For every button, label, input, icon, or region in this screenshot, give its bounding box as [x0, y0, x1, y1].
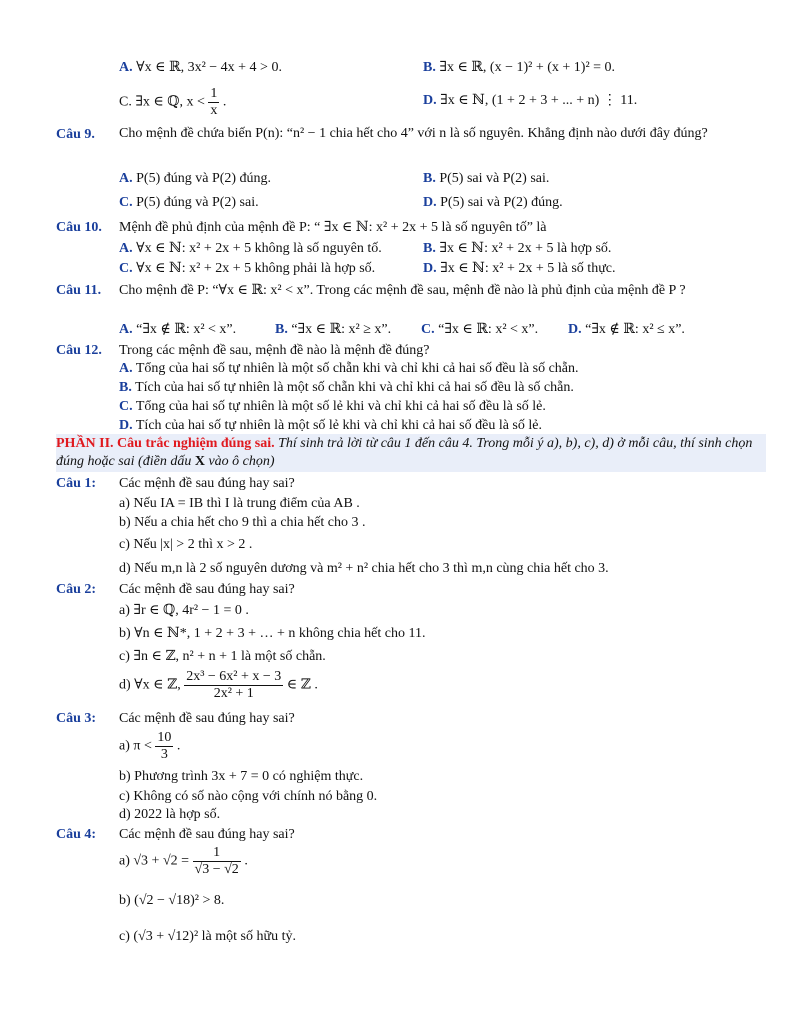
fraction-denominator: 3 [160, 747, 168, 762]
fraction-numerator: 1 [210, 86, 218, 101]
p1-number: Câu 1: [56, 476, 97, 491]
option-letter: B. [275, 322, 288, 337]
fraction-numerator: 10 [157, 730, 172, 745]
q11-option-b: B. “∃x ∈ ℝ: x² ≥ x”. [275, 322, 392, 337]
q10-option-c: C. ∀x ∈ ℕ: x² + 2x + 5 không phải là hợp số. [119, 261, 376, 276]
q12-number: Câu 12. [56, 343, 102, 358]
section-2-header [56, 435, 766, 471]
q11-option-a: A. “∃x ∉ ℝ: x² < x”. [119, 322, 237, 337]
section-2-title: PHẦN II. Câu trắc nghiệm đúng sai. [56, 436, 275, 451]
option-letter: D. [568, 322, 582, 337]
p4-item-a [119, 845, 248, 878]
q12-option-d: D. Tích của hai số tự nhiên là một số lẻ khi và chỉ khi cả hai số đều là số lẻ. [119, 418, 542, 433]
option-letter: D. [423, 195, 437, 210]
option-letter: C. [421, 322, 435, 337]
q10-number: Câu 10. [56, 220, 102, 235]
p2-item-c: c) ∃n ∈ ℤ, n² + n + 1 là một số chẵn. [119, 649, 326, 664]
option-letter: C. [119, 195, 133, 210]
q10-option-d: D. ∃x ∈ ℕ: x² + 2x + 5 là số thực. [423, 261, 616, 276]
q12-option-c: C. Tổng của hai số tự nhiên là một số lẻ khi và chỉ khi cả hai số đều là số lẻ. [119, 399, 546, 414]
option-letter: C. [119, 261, 133, 276]
option-letter: D. [423, 261, 437, 276]
q8-option-b: B. ∃x ∈ ℝ, (x − 1)² + (x + 1)² = 0. [423, 60, 616, 75]
q9-number: Câu 9. [56, 127, 95, 142]
p2-text: Các mệnh đề sau đúng hay sai? [119, 582, 295, 597]
p2-item-a: a) ∃r ∈ ℚ, 4r² − 1 = 0 . [119, 603, 249, 618]
p1-item-b: b) Nếu a chia hết cho 9 thì a chia hết cho 3 . [119, 515, 366, 530]
option-letter: B. [119, 380, 132, 395]
option-letter: C. [119, 399, 133, 414]
p2-item-d-fraction [184, 669, 283, 702]
p3-number: Câu 3: [56, 711, 97, 726]
p4-item-b: b) (√2 − √18)² > 8. [119, 893, 225, 908]
p2-item-d-text: d) ∀x ∈ ℤ, [119, 677, 181, 693]
option-letter: B. [423, 241, 436, 256]
q10-option-a: A. ∀x ∈ ℕ: x² + 2x + 5 không là số nguyên tố. [119, 241, 382, 256]
p4-item-a-fraction [193, 845, 241, 878]
p1-item-d: d) Nếu m,n là 2 số nguyên dương và m² + n² chia hết cho 3 thì m,n cùng chia hết cho 3. [119, 561, 609, 576]
p3-item-c: c) Không có số nào cộng với chính nó bằng 0. [119, 789, 378, 804]
p3-item-a-fraction [155, 730, 173, 763]
option-letter: D. [119, 418, 133, 433]
q8-option-d: D. ∃x ∈ ℕ, (1 + 2 + 3 + ... + n) ⋮ 11. [423, 93, 638, 108]
q12-option-a: A. Tổng của hai số tự nhiên là một số chẵn khi và chỉ khi cả hai số đều là số chẵn. [119, 361, 579, 376]
fraction-numerator: 1 [193, 845, 241, 862]
p4-item-a-end: . [244, 853, 248, 869]
p4-item-a-text: a) √3 + √2 = [119, 853, 190, 869]
fraction-numerator: 2x³ − 6x² + x − 3 [186, 669, 282, 684]
q11-text: Cho mệnh đề P: “∀x ∈ ℝ: x² < x”. Trong các mệnh đề sau, mệnh đề nào là phủ định của mệnh đề P ? [119, 283, 686, 298]
q11-number: Câu 11. [56, 283, 102, 298]
fraction-denominator: √3 − √2 [194, 862, 239, 877]
p3-text: Các mệnh đề sau đúng hay sai? [119, 711, 295, 726]
p1-text: Các mệnh đề sau đúng hay sai? [119, 476, 295, 491]
q12-text: Trong các mệnh đề sau, mệnh đề nào là mệnh đề đúng? [119, 343, 430, 358]
p3-item-d: d) 2022 là hợp số. [119, 807, 221, 822]
section-2-instruction: Thí sinh trả lời từ câu 1 đến câu 4. Trong mỗi ý a), b), c), d) ở mỗi câu, thí sinh chọn đúng hoặc sai (điền dấu [56, 436, 753, 469]
q9-option-c: C. P(5) đúng và P(2) sai. [119, 195, 259, 210]
p4-item-c: c) (√3 + √12)² là một số hữu tỷ. [119, 929, 296, 944]
option-letter: B. [423, 171, 436, 186]
section-2-mark: X [194, 454, 205, 469]
option-letter: A. [119, 241, 133, 256]
q10-option-b: B. ∃x ∈ ℕ: x² + 2x + 5 là hợp số. [423, 241, 612, 256]
q10-text: Mệnh đề phủ định của mệnh đề P: “ ∃x ∈ ℕ: x² + 2x + 5 là số nguyên tố” là [119, 220, 547, 235]
q12-option-b: B. Tích của hai số tự nhiên là một số chẵn khi và chỉ khi cả hai số đều là số chẵn. [119, 380, 574, 395]
q8-option-a: A. ∀x ∈ ℝ, 3x² − 4x + 4 > 0. [119, 60, 282, 75]
section-2-instruction-end: vào ô chọn) [208, 454, 275, 469]
q8-option-c [119, 86, 226, 119]
p3-item-b: b) Phương trình 3x + 7 = 0 có nghiệm thực. [119, 769, 364, 784]
p2-item-d [119, 669, 318, 702]
option-letter: D. [423, 93, 437, 108]
fraction-denominator: x [210, 103, 218, 118]
option-letter: B. [423, 60, 436, 75]
q8-option-c-fraction [208, 86, 219, 119]
p3-item-a-text: a) π < [119, 738, 152, 754]
option-letter: A. [119, 322, 133, 337]
fraction-denominator: 2x² + 1 [213, 686, 254, 701]
q11-option-c: C. “∃x ∈ ℝ: x² < x”. [421, 322, 539, 337]
p2-item-b: b) ∀n ∈ ℕ*, 1 + 2 + 3 + … + n không chia hết cho 11. [119, 626, 426, 641]
p3-item-a [119, 730, 180, 763]
p2-item-d-end: ∈ ℤ . [286, 677, 318, 693]
q8-option-c-end: . [222, 94, 227, 110]
p1-item-c: c) Nếu |x| > 2 thì x > 2 . [119, 537, 253, 552]
p4-text: Các mệnh đề sau đúng hay sai? [119, 827, 295, 842]
q9-option-b: B. P(5) sai và P(2) sai. [423, 171, 550, 186]
p4-number: Câu 4: [56, 827, 97, 842]
q8-option-c-text: C. ∃x ∈ ℚ, x < [119, 94, 205, 110]
q9-text: Cho mệnh đề chứa biến P(n): “n² − 1 chia hết cho 4” với n là số nguyên. Khẳng định nào dưới đây đúng? [119, 126, 708, 141]
p1-item-a: a) Nếu IA = IB thì I là trung điểm của AB . [119, 496, 360, 511]
p2-number: Câu 2: [56, 582, 97, 597]
option-letter: A. [119, 171, 133, 186]
option-letter: A. [119, 60, 133, 75]
q9-option-a: A. P(5) đúng và P(2) đúng. [119, 171, 272, 186]
p3-item-a-end: . [176, 738, 181, 754]
q9-option-d: D. P(5) sai và P(2) đúng. [423, 195, 563, 210]
option-letter: A. [119, 361, 133, 376]
q11-option-d: D. “∃x ∉ ℝ: x² ≤ x”. [568, 322, 685, 337]
